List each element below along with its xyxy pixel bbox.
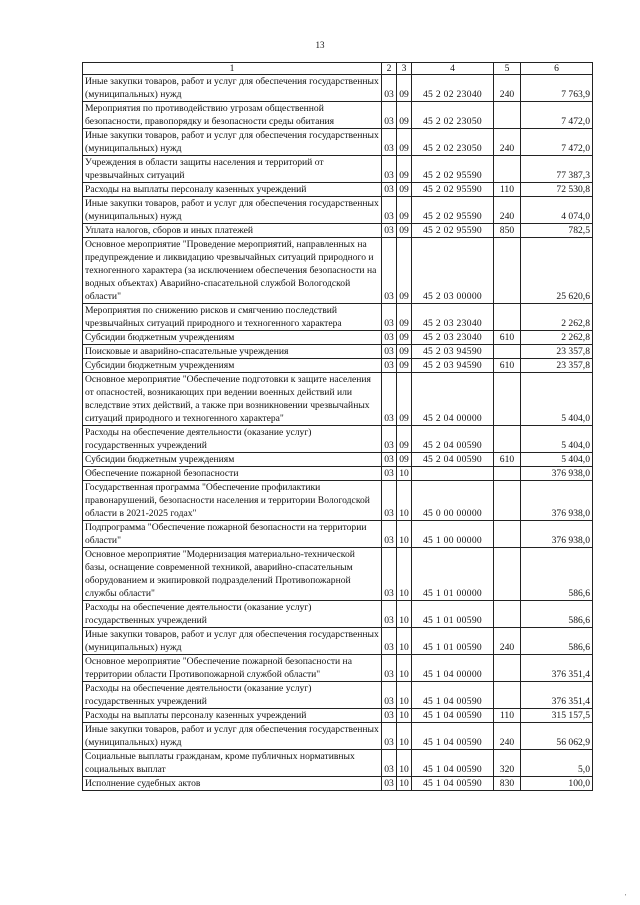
cell-amount: 376 351,4 <box>521 655 593 682</box>
cell-name: Мероприятия по снижению рисков и смягчению последствий чрезвычайных ситуаций природного и техногенного характера <box>83 304 382 331</box>
cell-expense-type <box>494 467 521 481</box>
cell-name: Расходы на обеспечение деятельности (оказание услуг) государственных учреждений <box>83 426 382 453</box>
cell-name: Основное мероприятие "Обеспечение подготовки к защите населения от опасностей, возникающих при ведении военных действий или вследствие этих действий, а также при возникновении чрезвычайных ситуаций природного и техногенного характера" <box>83 373 382 426</box>
table-row <box>83 521 593 548</box>
cell-amount: 5 404,0 <box>521 453 593 467</box>
cell-name: Субсидии бюджетным учреждениям <box>83 359 382 373</box>
cell-subsection: 09 <box>397 197 412 224</box>
cell-expense-type: 830 <box>494 777 521 791</box>
cell-amount: 5,0 <box>521 750 593 777</box>
table-body <box>83 75 593 791</box>
cell-target-article: 45 2 03 94590 <box>412 345 494 359</box>
cell-amount: 56 062,9 <box>521 723 593 750</box>
cell-section: 03 <box>382 238 397 304</box>
cell-amount: 7 472,0 <box>521 129 593 156</box>
cell-name: Иные закупки товаров, работ и услуг для обеспечения государственных (муниципальных) нужд <box>83 129 382 156</box>
cell-target-article: 45 2 03 94590 <box>412 359 494 373</box>
cell-section: 03 <box>382 331 397 345</box>
table-row <box>83 453 593 467</box>
table-row <box>83 183 593 197</box>
table-row <box>83 345 593 359</box>
cell-subsection: 09 <box>397 331 412 345</box>
cell-subsection: 09 <box>397 129 412 156</box>
cell-name: Иные закупки товаров, работ и услуг для обеспечения государственных (муниципальных) нужд <box>83 723 382 750</box>
cell-name: Подпрограмма "Обеспечение пожарной безопасности на территории области" <box>83 521 382 548</box>
cell-subsection: 09 <box>397 453 412 467</box>
header-row <box>83 63 593 75</box>
cell-section: 03 <box>382 304 397 331</box>
table-row <box>83 129 593 156</box>
cell-name: Исполнение судебных актов <box>83 777 382 791</box>
cell-target-article: 45 1 04 00590 <box>412 709 494 723</box>
cell-expense-type <box>494 102 521 129</box>
cell-section: 03 <box>382 75 397 102</box>
cell-expense-type <box>494 345 521 359</box>
cell-expense-type <box>494 426 521 453</box>
table-row <box>83 628 593 655</box>
cell-section: 03 <box>382 129 397 156</box>
cell-expense-type: 240 <box>494 723 521 750</box>
cell-target-article: 45 2 04 00000 <box>412 373 494 426</box>
cell-subsection: 09 <box>397 224 412 238</box>
cell-expense-type: 110 <box>494 709 521 723</box>
cell-amount: 23 357,8 <box>521 345 593 359</box>
table-row <box>83 481 593 521</box>
cell-amount: 586,6 <box>521 548 593 601</box>
cell-amount: 782,5 <box>521 224 593 238</box>
cell-name: Основное мероприятие "Проведение мероприятий, направленных на предупреждение и ликвидацию чрезвычайных ситуаций природного и техногенного характера (за исключением обеспечения безопасности на водных объектах) Аварийно-спасательной службой Вологодской области" <box>83 238 382 304</box>
table-row <box>83 709 593 723</box>
cell-amount: 7 472,0 <box>521 102 593 129</box>
col-header-subsection: 3 <box>397 63 412 75</box>
cell-section: 03 <box>382 481 397 521</box>
cell-target-article: 45 1 01 00000 <box>412 548 494 601</box>
cell-expense-type: 610 <box>494 453 521 467</box>
cell-target-article: 45 2 04 00590 <box>412 453 494 467</box>
cell-section: 03 <box>382 156 397 183</box>
cell-name: Основное мероприятие "Обеспечение пожарной безопасности на территории области Противопожарной службой области" <box>83 655 382 682</box>
cell-name: Расходы на выплаты персоналу казенных учреждений <box>83 183 382 197</box>
cell-name: Обеспечение пожарной безопасности <box>83 467 382 481</box>
cell-expense-type: 240 <box>494 628 521 655</box>
table-row <box>83 331 593 345</box>
cell-expense-type <box>494 601 521 628</box>
cell-amount: 2 262,8 <box>521 331 593 345</box>
cell-subsection: 10 <box>397 628 412 655</box>
cell-name: Субсидии бюджетным учреждениям <box>83 453 382 467</box>
cell-expense-type <box>494 481 521 521</box>
cell-name: Учреждения в области защиты населения и территорий от чрезвычайных ситуаций <box>83 156 382 183</box>
cell-subsection: 09 <box>397 75 412 102</box>
cell-section: 03 <box>382 777 397 791</box>
cell-amount: 586,6 <box>521 601 593 628</box>
cell-target-article: 45 2 03 23040 <box>412 304 494 331</box>
table-row <box>83 723 593 750</box>
cell-name: Уплата налогов, сборов и иных платежей <box>83 224 382 238</box>
cell-amount: 376 938,0 <box>521 521 593 548</box>
cell-section: 03 <box>382 183 397 197</box>
table-row <box>83 467 593 481</box>
cell-section: 03 <box>382 102 397 129</box>
cell-section: 03 <box>382 224 397 238</box>
cell-amount: 100,0 <box>521 777 593 791</box>
cell-name: Расходы на выплаты персоналу казенных учреждений <box>83 709 382 723</box>
table-row <box>83 75 593 102</box>
cell-amount: 2 262,8 <box>521 304 593 331</box>
cell-expense-type <box>494 655 521 682</box>
cell-section: 03 <box>382 601 397 628</box>
cell-target-article: 45 2 03 23040 <box>412 331 494 345</box>
col-header-target-article: 4 <box>412 63 494 75</box>
cell-expense-type: 850 <box>494 224 521 238</box>
cell-section: 03 <box>382 750 397 777</box>
cell-target-article: 45 2 02 23040 <box>412 75 494 102</box>
cell-subsection: 10 <box>397 548 412 601</box>
table-row <box>83 682 593 709</box>
cell-subsection: 09 <box>397 238 412 304</box>
cell-name: Государственная программа "Обеспечение профилактики правонарушений, безопасности населения и территории Вологодской области в 2021-2025 годах" <box>83 481 382 521</box>
cell-target-article: 45 2 02 95590 <box>412 224 494 238</box>
cell-target-article: 45 1 00 00000 <box>412 521 494 548</box>
cell-section: 03 <box>382 548 397 601</box>
cell-section: 03 <box>382 467 397 481</box>
cell-target-article: 45 1 01 00590 <box>412 601 494 628</box>
cell-target-article: 45 1 04 00590 <box>412 777 494 791</box>
table-row <box>83 102 593 129</box>
cell-expense-type <box>494 548 521 601</box>
cell-expense-type: 110 <box>494 183 521 197</box>
cell-section: 03 <box>382 373 397 426</box>
cell-subsection: 09 <box>397 102 412 129</box>
page-number: 13 <box>315 40 325 50</box>
cell-subsection: 09 <box>397 426 412 453</box>
cell-subsection: 09 <box>397 156 412 183</box>
cell-name: Поисковые и аварийно-спасательные учреждения <box>83 345 382 359</box>
cell-subsection: 10 <box>397 467 412 481</box>
table-row <box>83 373 593 426</box>
table-row <box>83 156 593 183</box>
table-row <box>83 426 593 453</box>
cell-subsection: 10 <box>397 601 412 628</box>
table-row <box>83 197 593 224</box>
cell-section: 03 <box>382 628 397 655</box>
cell-section: 03 <box>382 345 397 359</box>
cell-name: Мероприятия по противодействию угрозам общественной безопасности, правопорядку и безопасности среды обитания <box>83 102 382 129</box>
cell-expense-type <box>494 682 521 709</box>
cell-amount: 586,6 <box>521 628 593 655</box>
col-header-section: 2 <box>382 63 397 75</box>
cell-amount: 376 938,0 <box>521 467 593 481</box>
cell-expense-type: 610 <box>494 359 521 373</box>
col-header-amount: 6 <box>521 63 593 75</box>
cell-target-article: 45 2 02 23050 <box>412 102 494 129</box>
cell-subsection: 10 <box>397 709 412 723</box>
margin-mark: ' <box>625 893 627 901</box>
cell-subsection: 09 <box>397 359 412 373</box>
cell-amount: 376 938,0 <box>521 481 593 521</box>
cell-expense-type <box>494 521 521 548</box>
cell-amount: 376 351,4 <box>521 682 593 709</box>
cell-expense-type: 320 <box>494 750 521 777</box>
cell-name: Иные закупки товаров, работ и услуг для обеспечения государственных (муниципальных) нужд <box>83 75 382 102</box>
cell-amount: 5 404,0 <box>521 373 593 426</box>
cell-section: 03 <box>382 682 397 709</box>
cell-target-article: 45 0 00 00000 <box>412 481 494 521</box>
cell-section: 03 <box>382 709 397 723</box>
cell-subsection: 09 <box>397 183 412 197</box>
cell-section: 03 <box>382 197 397 224</box>
cell-target-article: 45 2 04 00590 <box>412 426 494 453</box>
cell-target-article: 45 2 03 00000 <box>412 238 494 304</box>
cell-target-article: 45 2 02 95590 <box>412 183 494 197</box>
cell-amount: 77 387,3 <box>521 156 593 183</box>
cell-name: Иные закупки товаров, работ и услуг для обеспечения государственных (муниципальных) нужд <box>83 197 382 224</box>
cell-name: Расходы на обеспечение деятельности (оказание услуг) государственных учреждений <box>83 682 382 709</box>
cell-name: Расходы на обеспечение деятельности (оказание услуг) государственных учреждений <box>83 601 382 628</box>
table-row <box>83 359 593 373</box>
cell-subsection: 10 <box>397 521 412 548</box>
cell-target-article: 45 2 02 95590 <box>412 197 494 224</box>
cell-subsection: 09 <box>397 345 412 359</box>
table-row <box>83 238 593 304</box>
cell-expense-type: 240 <box>494 129 521 156</box>
cell-expense-type: 240 <box>494 75 521 102</box>
cell-subsection: 10 <box>397 750 412 777</box>
cell-amount: 72 530,8 <box>521 183 593 197</box>
cell-subsection: 10 <box>397 655 412 682</box>
cell-amount: 315 157,5 <box>521 709 593 723</box>
cell-section: 03 <box>382 453 397 467</box>
cell-amount: 25 620,6 <box>521 238 593 304</box>
table-row <box>83 224 593 238</box>
col-header-name: 1 <box>83 63 382 75</box>
cell-subsection: 10 <box>397 777 412 791</box>
table-row <box>83 750 593 777</box>
cell-expense-type <box>494 304 521 331</box>
cell-subsection: 09 <box>397 304 412 331</box>
cell-amount: 4 074,0 <box>521 197 593 224</box>
cell-target-article: 45 1 01 00590 <box>412 628 494 655</box>
cell-name: Иные закупки товаров, работ и услуг для обеспечения государственных (муниципальных) нужд <box>83 628 382 655</box>
budget-table <box>82 62 593 791</box>
cell-section: 03 <box>382 723 397 750</box>
cell-name: Социальные выплаты гражданам, кроме публичных нормативных социальных выплат <box>83 750 382 777</box>
cell-target-article: 45 1 04 00590 <box>412 750 494 777</box>
cell-target-article: 45 2 02 23050 <box>412 129 494 156</box>
cell-subsection: 10 <box>397 723 412 750</box>
cell-section: 03 <box>382 655 397 682</box>
col-header-expense-type: 5 <box>494 63 521 75</box>
cell-expense-type: 240 <box>494 197 521 224</box>
cell-expense-type <box>494 373 521 426</box>
cell-target-article: 45 1 04 00590 <box>412 682 494 709</box>
cell-name: Субсидии бюджетным учреждениям <box>83 331 382 345</box>
cell-name: Основное мероприятие "Модернизация материально-технической базы, оснащение современной техникой, аварийно-спасательным оборудованием и экипировкой подразделений Противопожарной службы области" <box>83 548 382 601</box>
cell-expense-type: 610 <box>494 331 521 345</box>
cell-amount: 5 404,0 <box>521 426 593 453</box>
cell-subsection: 10 <box>397 682 412 709</box>
table-row <box>83 777 593 791</box>
cell-target-article: 45 1 04 00000 <box>412 655 494 682</box>
cell-amount: 23 357,8 <box>521 359 593 373</box>
table-row <box>83 304 593 331</box>
cell-section: 03 <box>382 359 397 373</box>
cell-section: 03 <box>382 426 397 453</box>
cell-expense-type <box>494 238 521 304</box>
table-row <box>83 601 593 628</box>
cell-section: 03 <box>382 521 397 548</box>
cell-target-article: 45 1 04 00590 <box>412 723 494 750</box>
cell-subsection: 09 <box>397 373 412 426</box>
table-row <box>83 655 593 682</box>
cell-expense-type <box>494 156 521 183</box>
cell-target-article <box>412 467 494 481</box>
table-header <box>83 63 593 75</box>
cell-amount: 7 763,9 <box>521 75 593 102</box>
cell-target-article: 45 2 02 95590 <box>412 156 494 183</box>
cell-subsection: 10 <box>397 481 412 521</box>
table-row <box>83 548 593 601</box>
